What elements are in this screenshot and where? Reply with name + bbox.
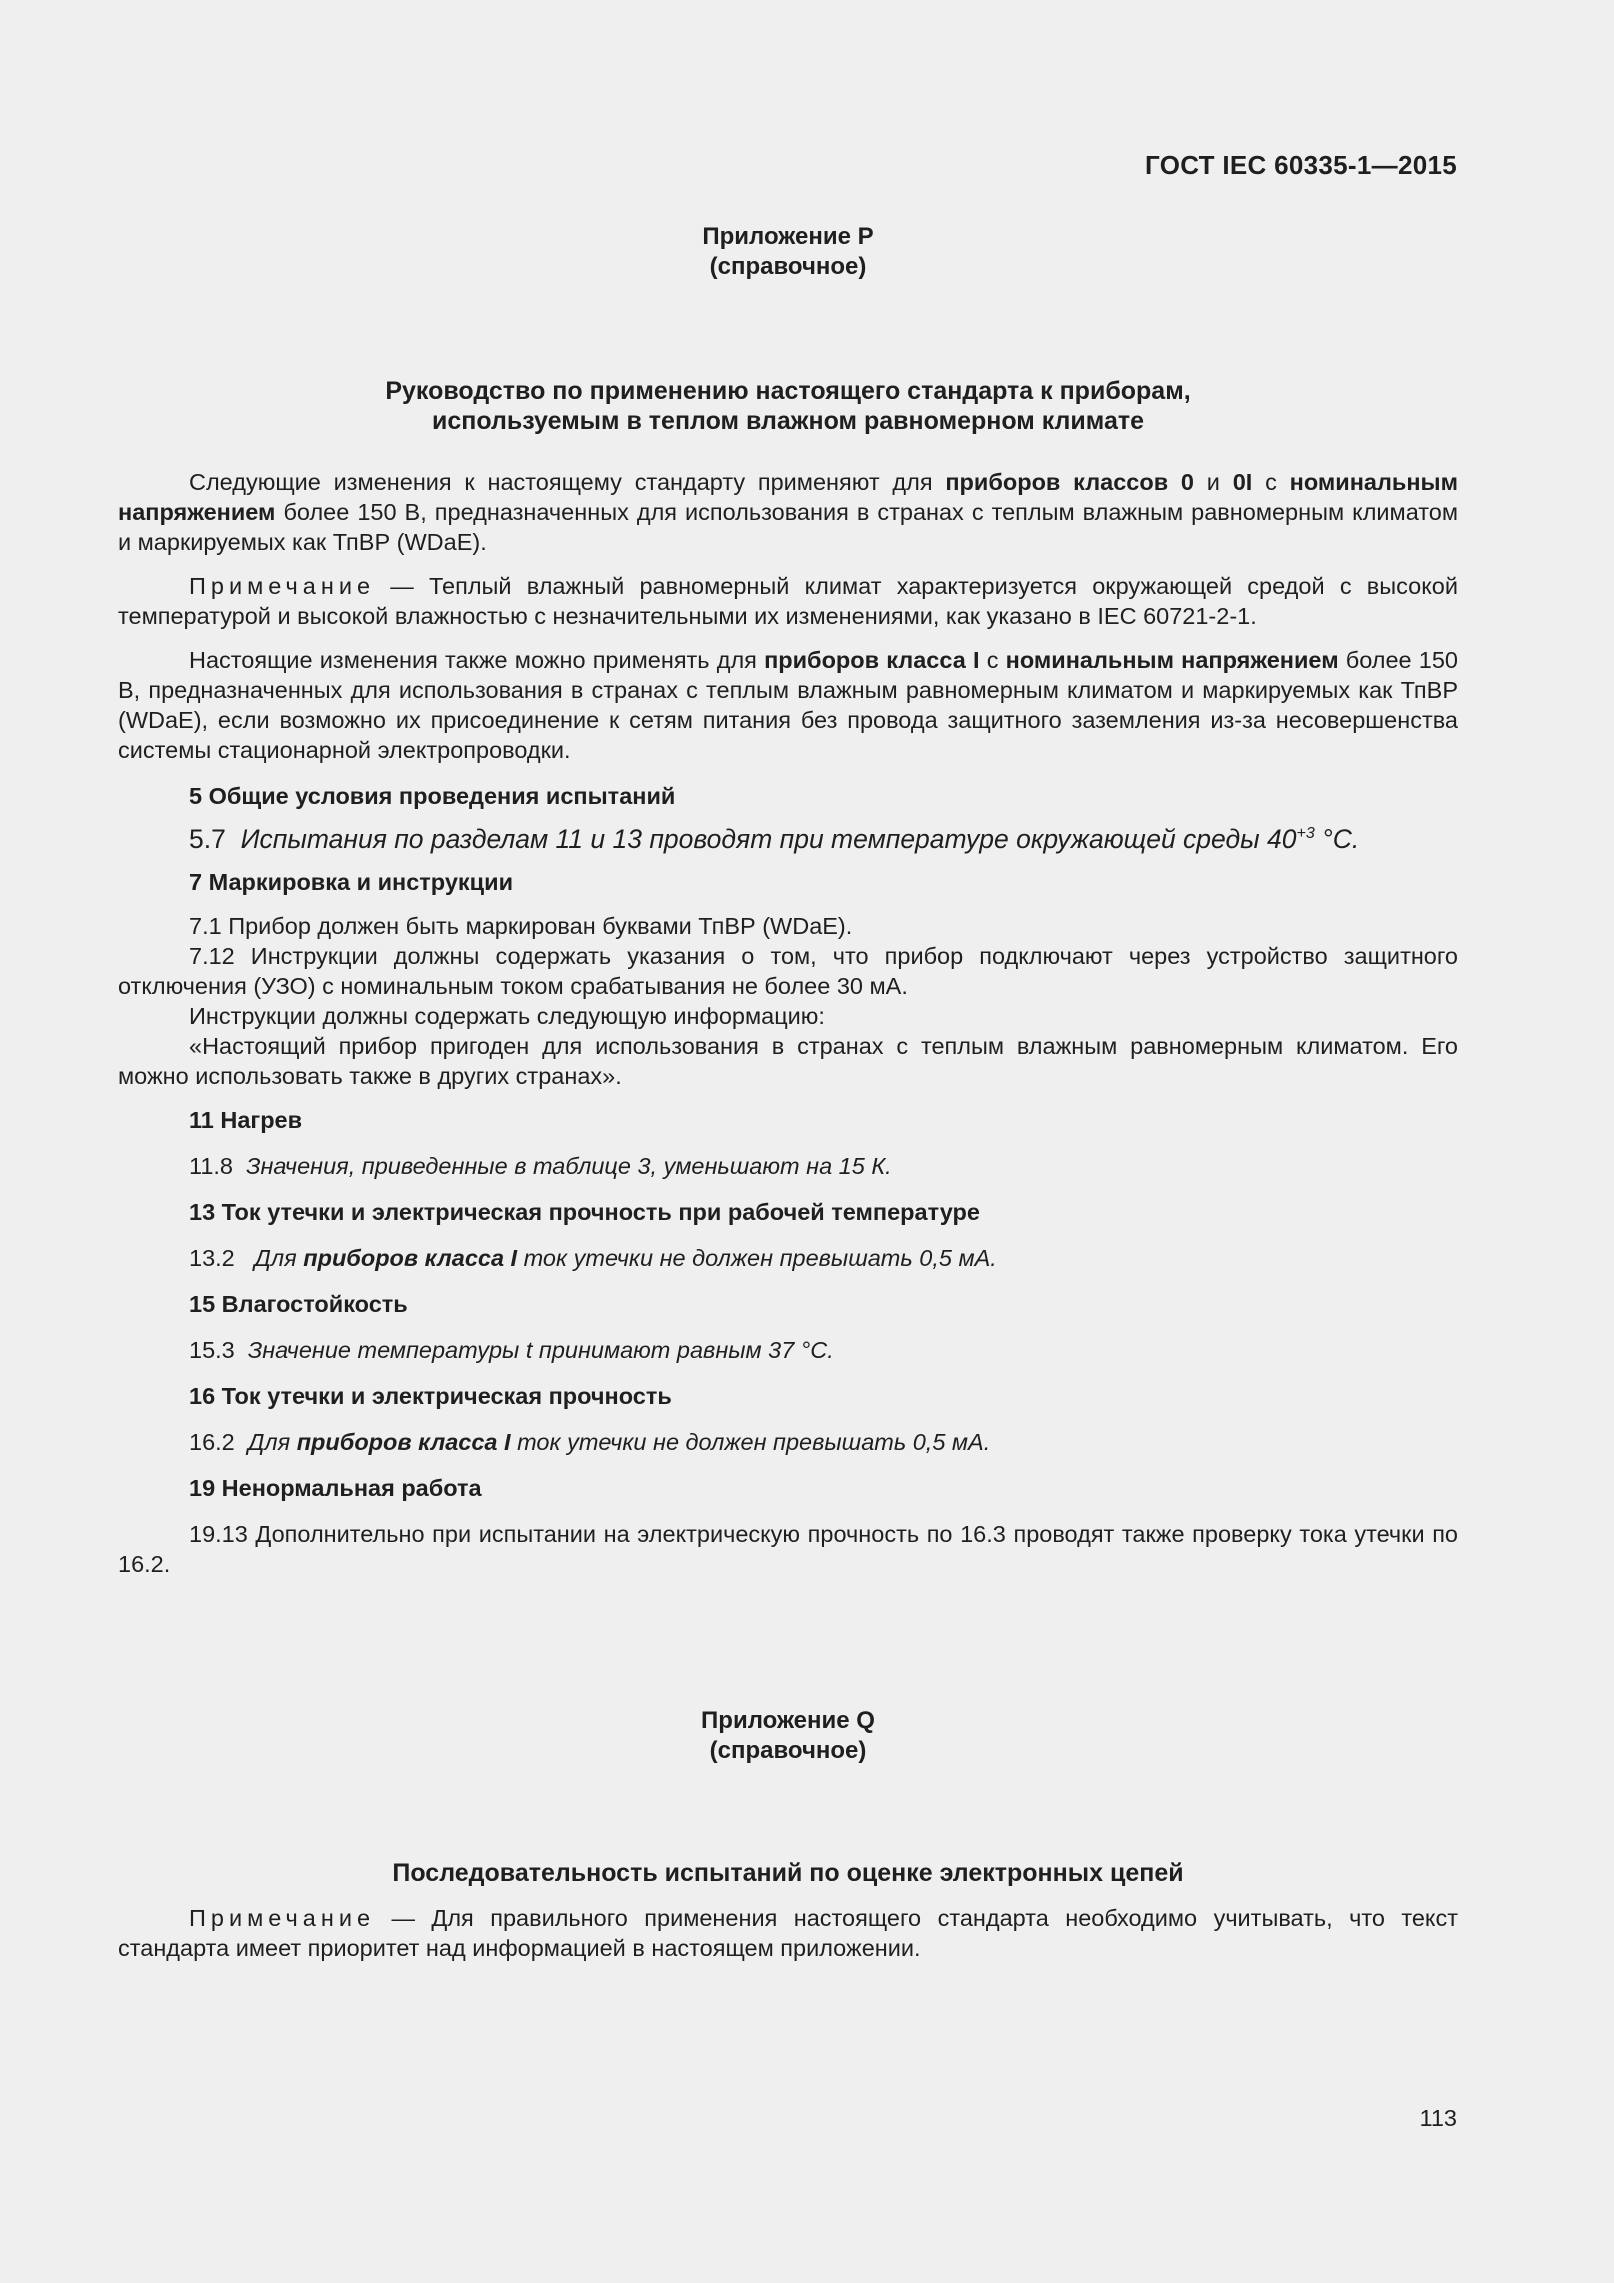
- note-paragraph: [118, 571, 1458, 631]
- tolerance-superscript: +3: [1296, 825, 1315, 843]
- section-16-heading: 16 Ток утечки и электрическая прочность: [189, 1383, 672, 1409]
- note-text: — Теплый влажный равномерный климат характеризуется окружающей средой с высокой температурой и высокой влажностью с незначительными их изменениями, как указано в IEC 60721-2-1.: [118, 573, 1458, 629]
- note-label: Примечание: [189, 573, 376, 599]
- clause-text: Значение температуры t принимают равным 37 °С.: [247, 1337, 834, 1363]
- annex-q-type: (справочное): [709, 1737, 867, 1764]
- section-15-heading: 15 Влагостойкость: [189, 1291, 408, 1317]
- clause-text: ток утечки не должен превышать 0,5 мА.: [510, 1429, 991, 1455]
- clause-19-13: 19.13 Дополнительно при испытании на электрическую прочность по 16.3 проводят также проверку тока утечки по 16.2.: [118, 1521, 1458, 1577]
- annex-q-note: [118, 1903, 1458, 1963]
- unit: °С.: [1314, 824, 1360, 854]
- section-5-heading: 5 Общие условия проведения испытаний: [189, 783, 676, 809]
- section-19-heading: 19 Ненормальная работа: [189, 1475, 482, 1501]
- clause-number: 13.2: [189, 1245, 235, 1271]
- text: более 150 В, предназначенных для использования в странах с теплым влажным равномерным климатом и маркируемых как ТпВР (WDaE), если возможно их присоединение к сетям питания без провода защитного заземления из-за несовершенства системы стационарной электропроводки.: [118, 647, 1459, 763]
- clause-7-1: 7.1 Прибор должен быть маркирован буквами ТпВР (WDaE).: [189, 913, 853, 939]
- text: более 150 В, предназначенных для использования в странах с теплым влажным равномерным климатом и маркируемых как ТпВР (WDaE).: [118, 499, 1458, 555]
- text: и: [1194, 469, 1233, 495]
- clause-text: ток утечки не должен превышать 0,5 мА.: [517, 1245, 997, 1271]
- clause-5-7: [118, 819, 1458, 859]
- bold-term: номинальным напряжением: [118, 469, 1458, 525]
- clause-number: 5.7: [189, 824, 226, 854]
- text: Следующие изменения к настоящему стандарту применяют для: [189, 469, 946, 495]
- clause-11-8: [118, 1151, 1458, 1181]
- class-i-paragraph: [118, 645, 1458, 765]
- text: Настоящие изменения также можно применять для: [189, 647, 765, 673]
- page-number: 113: [1419, 2105, 1457, 2131]
- annex-p-heading-line1: Руководство по применению настоящего стандарта к приборам,: [385, 377, 1191, 405]
- section-13-heading: 13 Ток утечки и электрическая прочность при рабочей температуре: [189, 1199, 980, 1225]
- annex-q-title-block: [118, 1706, 1458, 1766]
- bold-term: приборов класса I: [296, 1429, 511, 1455]
- annex-p-type: (справочное): [709, 253, 867, 280]
- intro-paragraph: [118, 467, 1458, 557]
- note-text: — Для правильного применения настоящего стандарта необходимо учитывать, что текст стандарта имеет приоритет над информацией в настоящем приложении.: [118, 1905, 1458, 1961]
- text: с: [1252, 469, 1290, 495]
- bold-term: приборов класса I: [764, 647, 980, 673]
- annex-q-title: Приложение Q: [701, 1707, 875, 1734]
- document-code: ГОСТ IEC 60335-1—2015: [1145, 150, 1457, 180]
- text: с: [979, 647, 1006, 673]
- annex-p-heading-line2: используемым в теплом влажном равномерном климате: [431, 407, 1145, 435]
- clause-text: Испытания по разделам 11 и 13 проводят при температуре окружающей среды 40: [240, 824, 1297, 854]
- section-7-heading: 7 Маркировка и инструкции: [189, 869, 514, 895]
- annex-p-body: [118, 467, 1458, 1579]
- clause-number: 11.8: [189, 1153, 233, 1179]
- clause-13-2: [118, 1243, 1458, 1273]
- instructions-info: Инструкции должны содержать следующую информацию:: [189, 1003, 825, 1029]
- annex-q-body: [118, 1903, 1458, 1963]
- annex-p-heading: [118, 376, 1458, 436]
- clause-text: Для: [254, 1245, 304, 1271]
- clause-number: 16.2: [189, 1429, 235, 1455]
- clause-15-3: [118, 1335, 1458, 1365]
- bold-term: приборов класса I: [303, 1245, 518, 1271]
- clause-text: Для: [247, 1429, 297, 1455]
- instructions-quote: «Настоящий прибор пригоден для использования в странах с теплым влажным равномерным климатом. Его можно использовать также в других странах».: [118, 1033, 1458, 1089]
- bold-term: 0I: [1232, 469, 1253, 495]
- clause-text: Значения, приведенные в таблице 3, уменьшают на 15 К.: [246, 1153, 892, 1179]
- annex-p-title: Приложение Р: [702, 223, 874, 250]
- bold-term: номинальным напряжением: [1005, 647, 1339, 673]
- clause-7-12: 7.12 Инструкции должны содержать указания о том, что прибор подключают через устройство защитного отключения (УЗО) с номинальным током срабатывания не более 30 мА.: [118, 943, 1458, 999]
- clause-16-2: [118, 1427, 1458, 1457]
- note-label: Примечание: [189, 1905, 376, 1931]
- clause-number: 15.3: [189, 1337, 235, 1363]
- annex-q-heading: Последовательность испытаний по оценке электронных цепей: [392, 1859, 1184, 1887]
- annex-p-title-block: [118, 222, 1458, 282]
- section-11-heading: 11 Нагрев: [189, 1107, 303, 1133]
- bold-term: приборов классов 0: [945, 469, 1194, 495]
